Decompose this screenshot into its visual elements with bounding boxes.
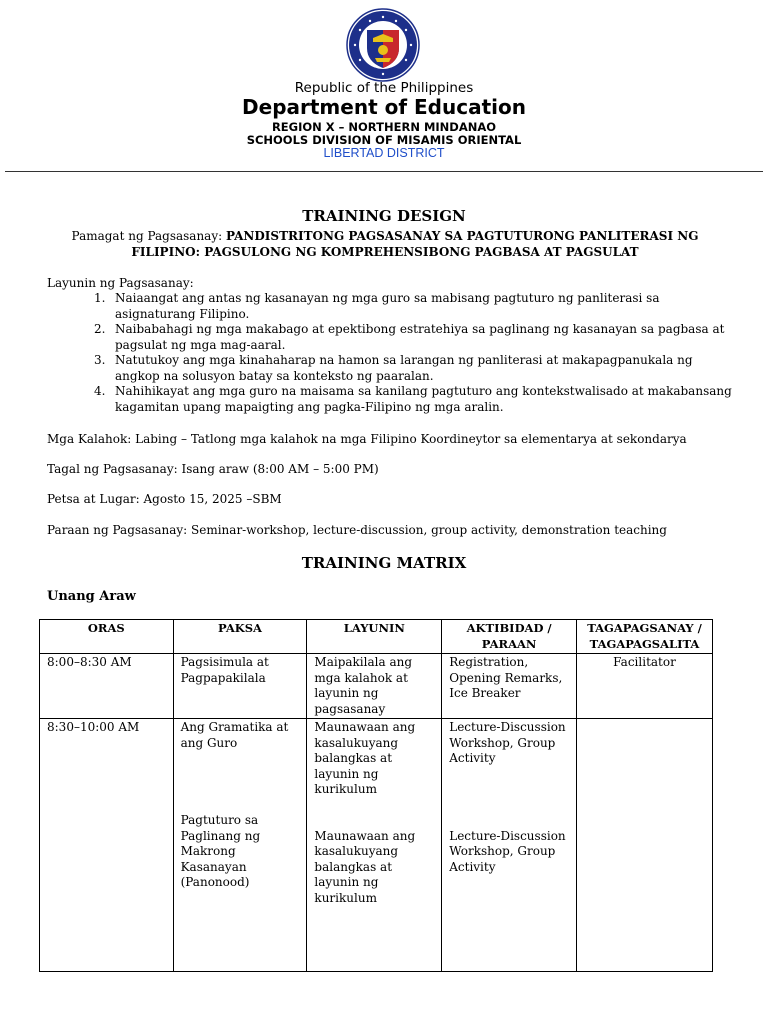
objective-number: 1. [94,291,106,305]
method-text: Paraan ng Pagsasanay: Seminar-workshop, lecture-discussion, group activity, demonstration teaching [47,523,667,537]
participants-text: Mga Kalahok: Labing – Tatlong mga kalahok na mga Filipino Koordineytor sa elementarya at sekondarya [47,432,687,446]
district-heading: LIBERTAD DISTRICT [323,146,445,160]
header-divider [5,171,763,172]
training-title-paragraph [40,229,730,260]
column-header-tagapagsanay: TAGAPAGSANAY / TAGAPAGSALITA [577,620,713,654]
cell-text: Maunawaan ang kasalukuyang balangkas at layunin ng kurikulum [314,720,416,796]
duration-text: Tagal ng Pagsasanay: Isang araw (8:00 AM – 5:00 PM) [47,462,379,476]
objective-text: Natutukoy ang mga kinahaharap na hamon sa larangan ng panliterasi at makapagpanukala ng angkop na solusyon batay sa konteksto ng paaralan. [115,353,693,383]
date-venue-text: Petsa at Lugar: Agosto 15, 2025 –SBM [47,492,282,506]
objective-text: Naiaangat ang antas ng kasanayan ng mga guro sa mabisang pagtuturo ng panliterasi sa asignaturang Filipino. [115,291,660,321]
cell-text: Ang Gramatika at ang Guro [180,720,289,750]
cell-text: Lecture-Discussion Workshop, Group Activity [449,828,566,874]
list-item [94,353,734,384]
cell-text: Lecture-Discussion Workshop, Group Activity [449,720,566,765]
objective-text: Nahihikayat ang mga guro na maisama sa kanilang pagtuturo ang kontekstwalisado at makabansang kagamitan upang mapaigting ang pagka-Filipino ng mga aralin. [115,384,732,414]
region-heading: REGION X – NORTHERN MINDANAO [271,120,497,134]
table-row [40,719,713,972]
cell-text: Pagtuturo sa Paglinang ng Makrong Kasanayan (Panonood) [180,813,261,889]
republic-heading: Republic of the Philippines [294,80,474,96]
column-header-layunin: LAYUNIN [307,620,442,654]
cell-layunin [307,654,442,719]
cell-paksa [173,719,307,972]
list-item [94,322,734,353]
cell-tagapagsanay: Facilitator [577,654,713,719]
objective-number: 2. [94,322,106,336]
table-header-row [40,620,713,654]
training-title-label: Pamagat ng Pagsasanay: [71,229,226,243]
cell-layunin [307,719,442,972]
training-design-title: TRAINING DESIGN [302,207,466,225]
training-matrix-table [39,619,713,972]
training-matrix-title: TRAINING MATRIX [301,554,467,572]
cell-aktibidad [442,719,577,972]
objective-text: Naibabahagi ng mga makabago at epektibong estratehiya sa paglinang ng kasanayan sa pagbasa at pagsulat ng mga mag-aaral. [115,322,725,352]
cell-tagapagsanay [577,719,713,972]
cell-oras: 8:00–8:30 AM [40,654,174,719]
cell-text: Pagsisimula at Pagpapakilala [180,655,269,685]
cell-oras: 8:30–10:00 AM [40,719,174,972]
cell-aktibidad [442,654,577,719]
cell-paksa [173,654,307,719]
objectives-label: Layunin ng Pagsasanay: [47,276,194,290]
division-heading: SCHOOLS DIVISION OF MISAMIS ORIENTAL [246,133,522,147]
objective-number: 3. [94,353,106,367]
cell-text: Registration, Opening Remarks, Ice Breaker [449,655,563,700]
department-heading: Department of Education [242,95,526,119]
training-title-value: PANDISTRITONG PAGSASANAY SA PAGTUTURONG PANLITERASI NG FILIPINO: PAGSULONG NG KOMPREHENSIBONG PAGBASA AT PAGSULAT [131,229,699,259]
list-item [94,291,734,322]
deped-seal-icon [340,8,426,82]
objective-number: 4. [94,384,106,398]
table-row [40,654,713,719]
column-header-paksa: PAKSA [173,620,307,654]
column-header-oras: ORAS [40,620,174,654]
list-item [94,384,734,415]
cell-text: Maipakilala ang mga kalahok at layunin ng pagsasanay [314,655,413,716]
day-heading: Unang Araw [47,589,136,604]
column-header-aktibidad: AKTIBIDAD / PARAAN [442,620,577,654]
cell-text: Maunawaan ang kasalukuyang balangkas at layunin ng kurikulum [314,828,416,905]
objectives-list [94,291,734,415]
